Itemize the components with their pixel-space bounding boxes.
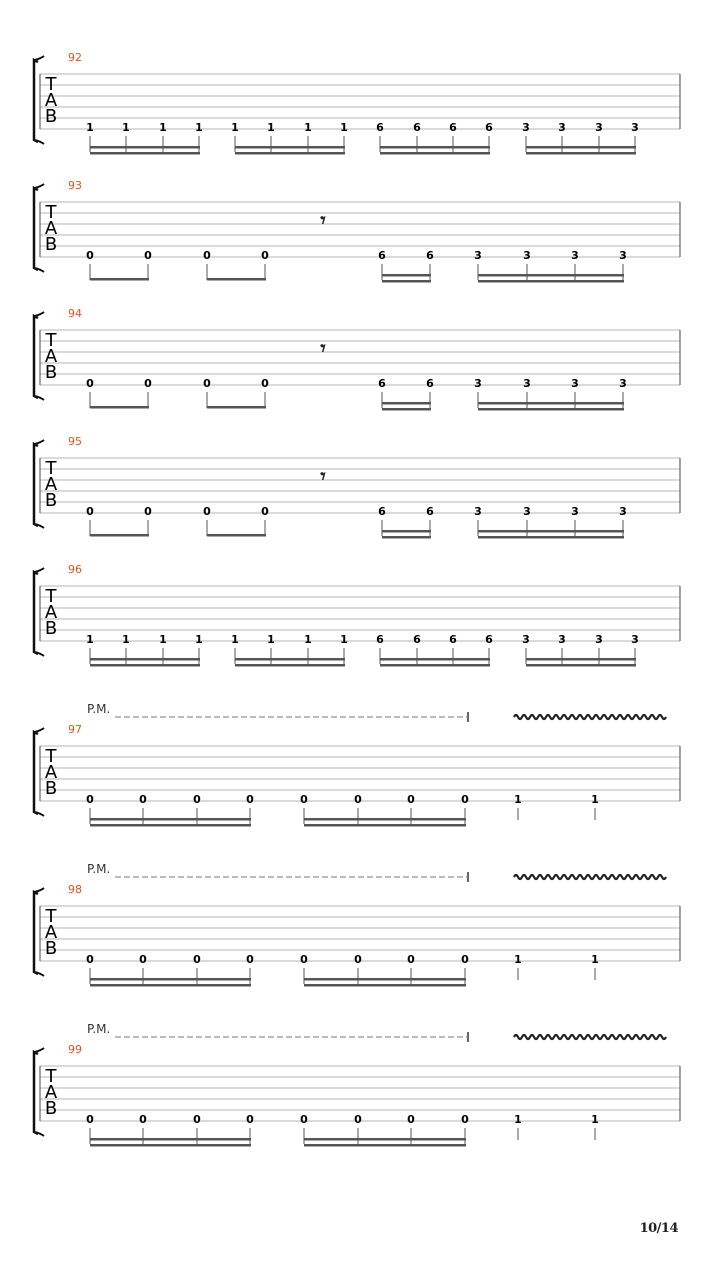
fret-number: 0 <box>86 377 94 390</box>
fret-number: 1 <box>159 121 167 134</box>
beam <box>526 658 636 661</box>
beam <box>478 280 624 283</box>
fret-number: 0 <box>261 377 269 390</box>
tab-clef-letter: A <box>44 602 58 623</box>
fret-number: 0 <box>246 953 254 966</box>
beam <box>304 1144 466 1147</box>
fret-number: 1 <box>514 1113 522 1126</box>
tab-clef-letter: B <box>44 1098 58 1119</box>
fret-number: 1 <box>86 121 94 134</box>
beam <box>380 152 490 155</box>
system-bracket-hook <box>34 1048 44 1136</box>
fret-number: 0 <box>461 1113 469 1126</box>
tab-clef-letter: T <box>45 746 57 767</box>
fret-number: 1 <box>195 633 203 646</box>
tab-system <box>34 435 680 539</box>
fret-number: 3 <box>558 633 566 646</box>
fret-number: 0 <box>139 953 147 966</box>
vibrato-icon <box>514 875 666 879</box>
beam <box>526 664 636 667</box>
measure-number: 96 <box>68 563 82 576</box>
beam <box>382 280 431 283</box>
beam <box>382 536 431 539</box>
fret-number: 6 <box>426 505 434 518</box>
tab-system <box>34 51 680 155</box>
fret-number: 0 <box>354 1113 362 1126</box>
system-bracket <box>34 892 38 974</box>
beam <box>380 146 490 149</box>
tab-clef-letter: T <box>45 906 57 927</box>
tab-clef-letter: T <box>45 202 57 223</box>
fret-number: 3 <box>571 505 579 518</box>
beam <box>304 818 466 821</box>
fret-number: 0 <box>203 505 211 518</box>
fret-number: 0 <box>300 793 308 806</box>
fret-number: 1 <box>514 793 522 806</box>
fret-number: 0 <box>86 505 94 518</box>
beam <box>235 152 345 155</box>
fret-number: 3 <box>619 377 627 390</box>
beam <box>90 534 149 537</box>
fret-number: 3 <box>619 505 627 518</box>
fret-number: 0 <box>203 249 211 262</box>
fret-number: 3 <box>558 121 566 134</box>
beam <box>526 152 636 155</box>
fret-number: 0 <box>246 793 254 806</box>
fret-number: 0 <box>354 793 362 806</box>
beam <box>90 984 251 987</box>
tab-system <box>34 563 680 667</box>
beam <box>207 278 266 281</box>
tab-system <box>34 702 680 827</box>
beam <box>90 818 251 821</box>
tab-clef-letter: B <box>44 362 58 383</box>
system-bracket <box>34 60 38 142</box>
fret-number: 6 <box>376 633 384 646</box>
tab-system <box>34 307 680 411</box>
system-bracket-hook <box>34 888 44 976</box>
fret-number: 6 <box>485 121 493 134</box>
fret-number: 1 <box>159 633 167 646</box>
fret-number: 0 <box>86 1113 94 1126</box>
beam <box>304 1138 466 1141</box>
fret-number: 3 <box>523 505 531 518</box>
measure-number: 95 <box>68 435 82 448</box>
fret-number: 0 <box>407 953 415 966</box>
fret-number: 3 <box>523 249 531 262</box>
beam <box>235 146 345 149</box>
fret-number: 6 <box>449 633 457 646</box>
system-bracket-hook <box>34 568 44 656</box>
vibrato-icon <box>514 1035 666 1039</box>
fret-number: 0 <box>86 953 94 966</box>
fret-number: 1 <box>340 633 348 646</box>
beam <box>90 146 200 149</box>
fret-number: 3 <box>631 121 639 134</box>
beam <box>478 536 624 539</box>
tab-clef-letter: B <box>44 778 58 799</box>
fret-number: 1 <box>304 633 312 646</box>
beam <box>207 534 266 537</box>
measure-number: 94 <box>68 307 82 320</box>
tab-clef-letter: A <box>44 218 58 239</box>
fret-number: 0 <box>354 953 362 966</box>
page-number: 10/14 <box>639 1221 678 1236</box>
beam <box>526 146 636 149</box>
beam <box>304 984 466 987</box>
tab-system <box>34 1022 680 1147</box>
fret-number: 1 <box>122 633 130 646</box>
beam <box>478 274 624 277</box>
fret-number: 6 <box>378 249 386 262</box>
beam <box>207 406 266 409</box>
fret-number: 3 <box>522 633 530 646</box>
measure-number: 93 <box>68 179 82 192</box>
tab-clef-letter: T <box>45 458 57 479</box>
fret-number: 0 <box>144 505 152 518</box>
fret-number: 3 <box>522 121 530 134</box>
fret-number: 6 <box>413 121 421 134</box>
fret-number: 1 <box>340 121 348 134</box>
fret-number: 6 <box>426 249 434 262</box>
tab-system <box>34 862 680 987</box>
palm-mute-label: P.M. <box>87 1022 111 1036</box>
fret-number: 1 <box>591 1113 599 1126</box>
tab-clef-letter: B <box>44 618 58 639</box>
system-bracket-hook <box>34 728 44 816</box>
fret-number: 3 <box>523 377 531 390</box>
tab-clef-letter: A <box>44 474 58 495</box>
fret-number: 3 <box>571 249 579 262</box>
beam <box>382 274 431 277</box>
fret-number: 6 <box>426 377 434 390</box>
fret-number: 6 <box>378 505 386 518</box>
beam <box>90 658 200 661</box>
fret-number: 1 <box>267 121 275 134</box>
fret-number: 3 <box>474 249 482 262</box>
fret-number: 0 <box>144 249 152 262</box>
beam <box>304 978 466 981</box>
beam <box>90 1144 251 1147</box>
fret-number: 0 <box>461 953 469 966</box>
system-bracket <box>34 732 38 814</box>
tab-clef-letter: B <box>44 490 58 511</box>
fret-number: 0 <box>144 377 152 390</box>
eighth-rest-icon: 𝄾 <box>320 336 326 360</box>
tab-clef-letter: B <box>44 938 58 959</box>
system-bracket-hook <box>34 184 44 272</box>
system-bracket-hook <box>34 440 44 528</box>
beam <box>90 406 149 409</box>
beam <box>90 824 251 827</box>
palm-mute-label: P.M. <box>87 702 111 716</box>
beam <box>90 278 149 281</box>
palm-mute-label: P.M. <box>87 862 111 876</box>
fret-number: 3 <box>474 505 482 518</box>
vibrato-icon <box>514 715 666 719</box>
fret-number: 6 <box>378 377 386 390</box>
fret-number: 0 <box>193 953 201 966</box>
fret-number: 0 <box>300 1113 308 1126</box>
fret-number: 3 <box>571 377 579 390</box>
fret-number: 0 <box>461 793 469 806</box>
fret-number: 0 <box>139 1113 147 1126</box>
fret-number: 3 <box>631 633 639 646</box>
system-bracket <box>34 188 38 270</box>
fret-number: 6 <box>449 121 457 134</box>
beam <box>380 664 490 667</box>
fret-number: 3 <box>619 249 627 262</box>
system-bracket <box>34 316 38 398</box>
beam <box>304 824 466 827</box>
tab-clef-letter: T <box>45 74 57 95</box>
fret-number: 1 <box>304 121 312 134</box>
fret-number: 0 <box>193 1113 201 1126</box>
eighth-rest-icon: 𝄾 <box>320 464 326 488</box>
fret-number: 0 <box>407 793 415 806</box>
tab-clef-letter: A <box>44 762 58 783</box>
eighth-rest-icon: 𝄾 <box>320 208 326 232</box>
beam <box>235 664 345 667</box>
fret-number: 0 <box>407 1113 415 1126</box>
tab-clef-letter: B <box>44 106 58 127</box>
fret-number: 1 <box>591 953 599 966</box>
beam <box>478 408 624 411</box>
fret-number: 0 <box>86 793 94 806</box>
fret-number: 0 <box>139 793 147 806</box>
beam <box>90 1138 251 1141</box>
fret-number: 1 <box>86 633 94 646</box>
measure-number: 99 <box>68 1043 82 1056</box>
fret-number: 0 <box>261 249 269 262</box>
beam <box>90 664 200 667</box>
tab-clef-letter: A <box>44 1082 58 1103</box>
tab-clef-letter: A <box>44 346 58 367</box>
beam <box>235 658 345 661</box>
measure-number: 97 <box>68 723 82 736</box>
tab-system <box>34 179 680 283</box>
beam <box>382 402 431 405</box>
system-bracket <box>34 1052 38 1134</box>
system-bracket-hook <box>34 56 44 144</box>
fret-number: 3 <box>595 633 603 646</box>
beam <box>478 402 624 405</box>
fret-number: 1 <box>267 633 275 646</box>
fret-number: 0 <box>261 505 269 518</box>
tab-clef-letter: T <box>45 1066 57 1087</box>
measure-number: 92 <box>68 51 82 64</box>
beam <box>90 152 200 155</box>
fret-number: 1 <box>514 953 522 966</box>
fret-number: 1 <box>231 121 239 134</box>
beam <box>90 978 251 981</box>
fret-number: 6 <box>376 121 384 134</box>
fret-number: 0 <box>246 1113 254 1126</box>
fret-number: 6 <box>485 633 493 646</box>
fret-number: 1 <box>195 121 203 134</box>
fret-number: 3 <box>595 121 603 134</box>
fret-number: 0 <box>203 377 211 390</box>
tab-clef-letter: A <box>44 90 58 111</box>
beam <box>382 530 431 533</box>
tab-clef-letter: T <box>45 330 57 351</box>
beam <box>382 408 431 411</box>
system-bracket-hook <box>34 312 44 400</box>
measure-number: 98 <box>68 883 82 896</box>
tab-clef-letter: A <box>44 922 58 943</box>
fret-number: 1 <box>591 793 599 806</box>
tab-clef-letter: B <box>44 234 58 255</box>
fret-number: 6 <box>413 633 421 646</box>
fret-number: 3 <box>474 377 482 390</box>
fret-number: 1 <box>122 121 130 134</box>
fret-number: 0 <box>300 953 308 966</box>
beam <box>478 530 624 533</box>
system-bracket <box>34 572 38 654</box>
fret-number: 0 <box>86 249 94 262</box>
system-bracket <box>34 444 38 526</box>
fret-number: 0 <box>193 793 201 806</box>
beam <box>380 658 490 661</box>
fret-number: 1 <box>231 633 239 646</box>
tab-clef-letter: T <box>45 586 57 607</box>
